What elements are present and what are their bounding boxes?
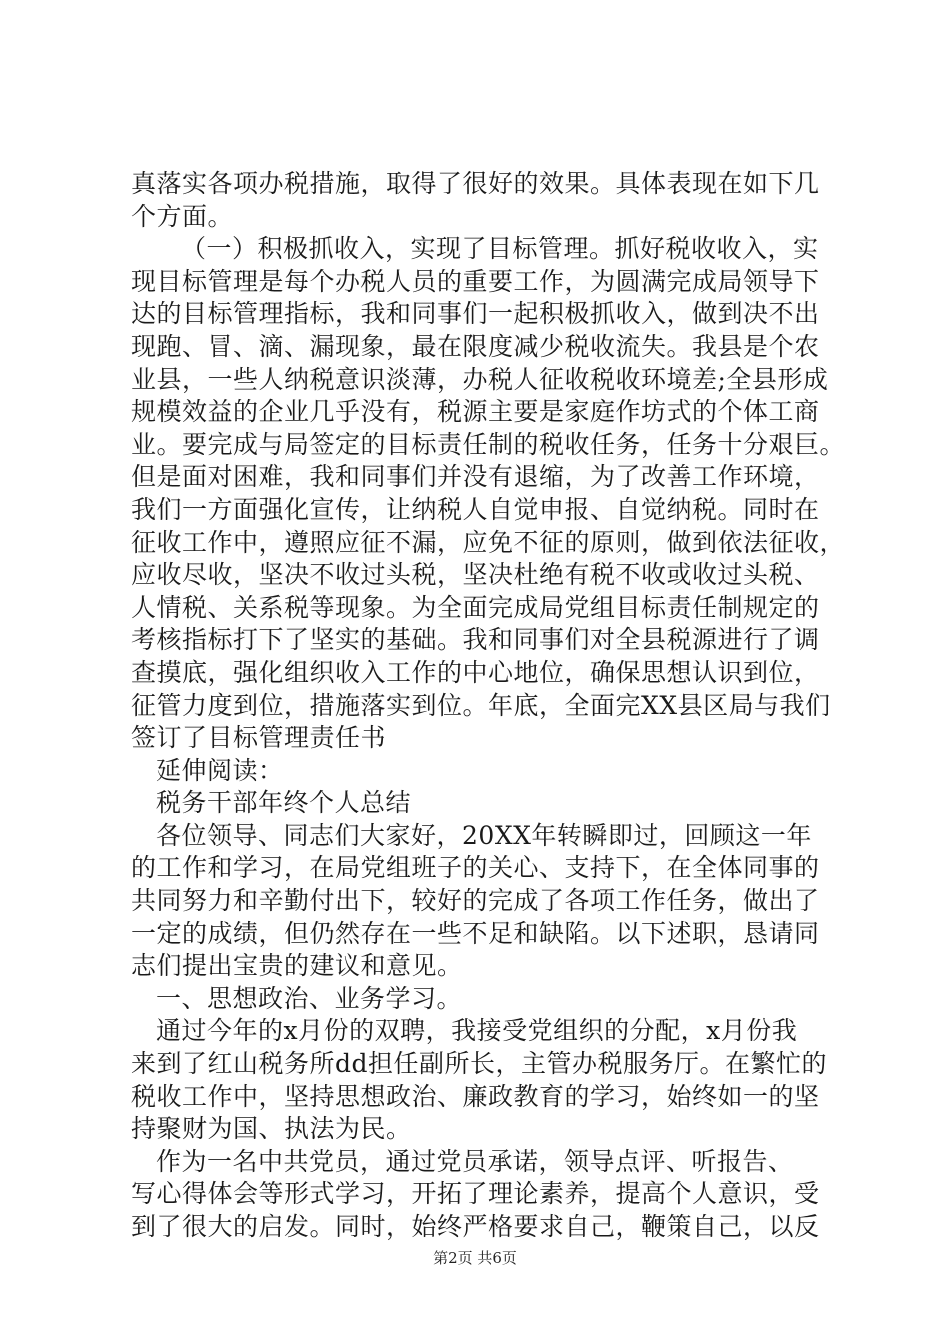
text-line: 志们提出宝贵的建议和意见。 <box>131 951 463 981</box>
document-body <box>131 168 846 1244</box>
text-line: 作为一名中共党员，通过党员承诺，领导点评、听报告、 <box>156 1146 794 1176</box>
text-line: 考核指标打下了坚实的基础。我和同事们对全县税源进行了调 <box>131 625 820 655</box>
text-line: 的工作和学习，在局党组班子的关心、支持下，在全体同事的 <box>131 853 820 883</box>
text-line: 现目标管理是每个办税人员的重要工作，为圆满完成局领导下 <box>131 266 820 296</box>
text-line: 业。要完成与局签定的目标责任制的税收任务，任务十分艰巨。 <box>131 429 846 459</box>
text-line: 个方面。 <box>131 201 234 231</box>
text-line: 我们一方面强化宣传，让纳税人自觉申报、自觉纳税。同时在 <box>131 494 820 524</box>
text-line: 规模效益的企业几乎没有，税源主要是家庭作坊式的个体工商 <box>131 397 820 427</box>
text-line: 持聚财为国、执法为民。 <box>131 1114 412 1144</box>
text-line: 业县，一些人纳税意识淡薄，办税人征收税收环境差;全县形成 <box>131 364 829 394</box>
text-line: 延伸阅读： <box>156 755 284 785</box>
text-line: 到了很大的启发。同时，始终严格要求自己，鞭策自己，以反 <box>131 1212 820 1241</box>
text-line: 征收工作中，遵照应征不漏，应免不征的原则，做到依法征收， <box>131 527 846 557</box>
text-line: （一）积极抓收入，实现了目标管理。抓好税收收入，实 <box>181 234 819 264</box>
text-line: 写心得体会等形式学习，开拓了理论素养，提高个人意识，受 <box>131 1179 820 1209</box>
text-line: 但是面对困难，我和同事们并没有退缩，为了改善工作环境， <box>131 462 820 492</box>
text-line: 签订了目标管理责任书 <box>131 723 387 753</box>
page-footer: 第2页 共6页 <box>433 1249 517 1267</box>
text-line: 征管力度到位，措施落实到位。年底，全面完XX县区局与我们 <box>131 690 831 720</box>
text-line: 人情税、关系税等现象。为全面完成局党组目标责任制规定的 <box>131 592 820 622</box>
text-line: 一、思想政治、业务学习。 <box>156 983 463 1013</box>
text-line: 现跑、冒、滴、漏现象，最在限度减少税收流失。我县是个农 <box>131 331 820 361</box>
text-line: 共同努力和辛勤付出下，较好的完成了各项工作任务，做出了 <box>131 886 820 916</box>
text-line: 应收尽收，坚决不收过头税，坚决杜绝有税不收或收过头税、 <box>131 560 820 590</box>
text-line: 真落实各项办税措施，取得了很好的效果。具体表现在如下几 <box>131 169 820 198</box>
text-line: 税收工作中，坚持思想政治、廉政教育的学习，始终如一的坚 <box>131 1081 820 1111</box>
text-line: 通过今年的x月份的双聘，我接受党组织的分配，x月份我 <box>156 1016 798 1046</box>
text-line: 税务干部年终个人总结 <box>156 788 412 818</box>
text-line: 各位领导、同志们大家好，20XX年转瞬即过，回顾这一年 <box>156 820 812 850</box>
text-line: 来到了红山税务所dd担任副所长，主管办税服务厅。在繁忙的 <box>131 1049 828 1079</box>
text-line: 查摸底，强化组织收入工作的中心地位，确保思想认识到位， <box>131 657 820 687</box>
text-line: 达的目标管理指标，我和同事们一起积极抓收入，做到决不出 <box>131 299 820 329</box>
text-line: 一定的成绩，但仍然存在一些不足和缺陷。以下述职，恳请同 <box>131 918 820 948</box>
